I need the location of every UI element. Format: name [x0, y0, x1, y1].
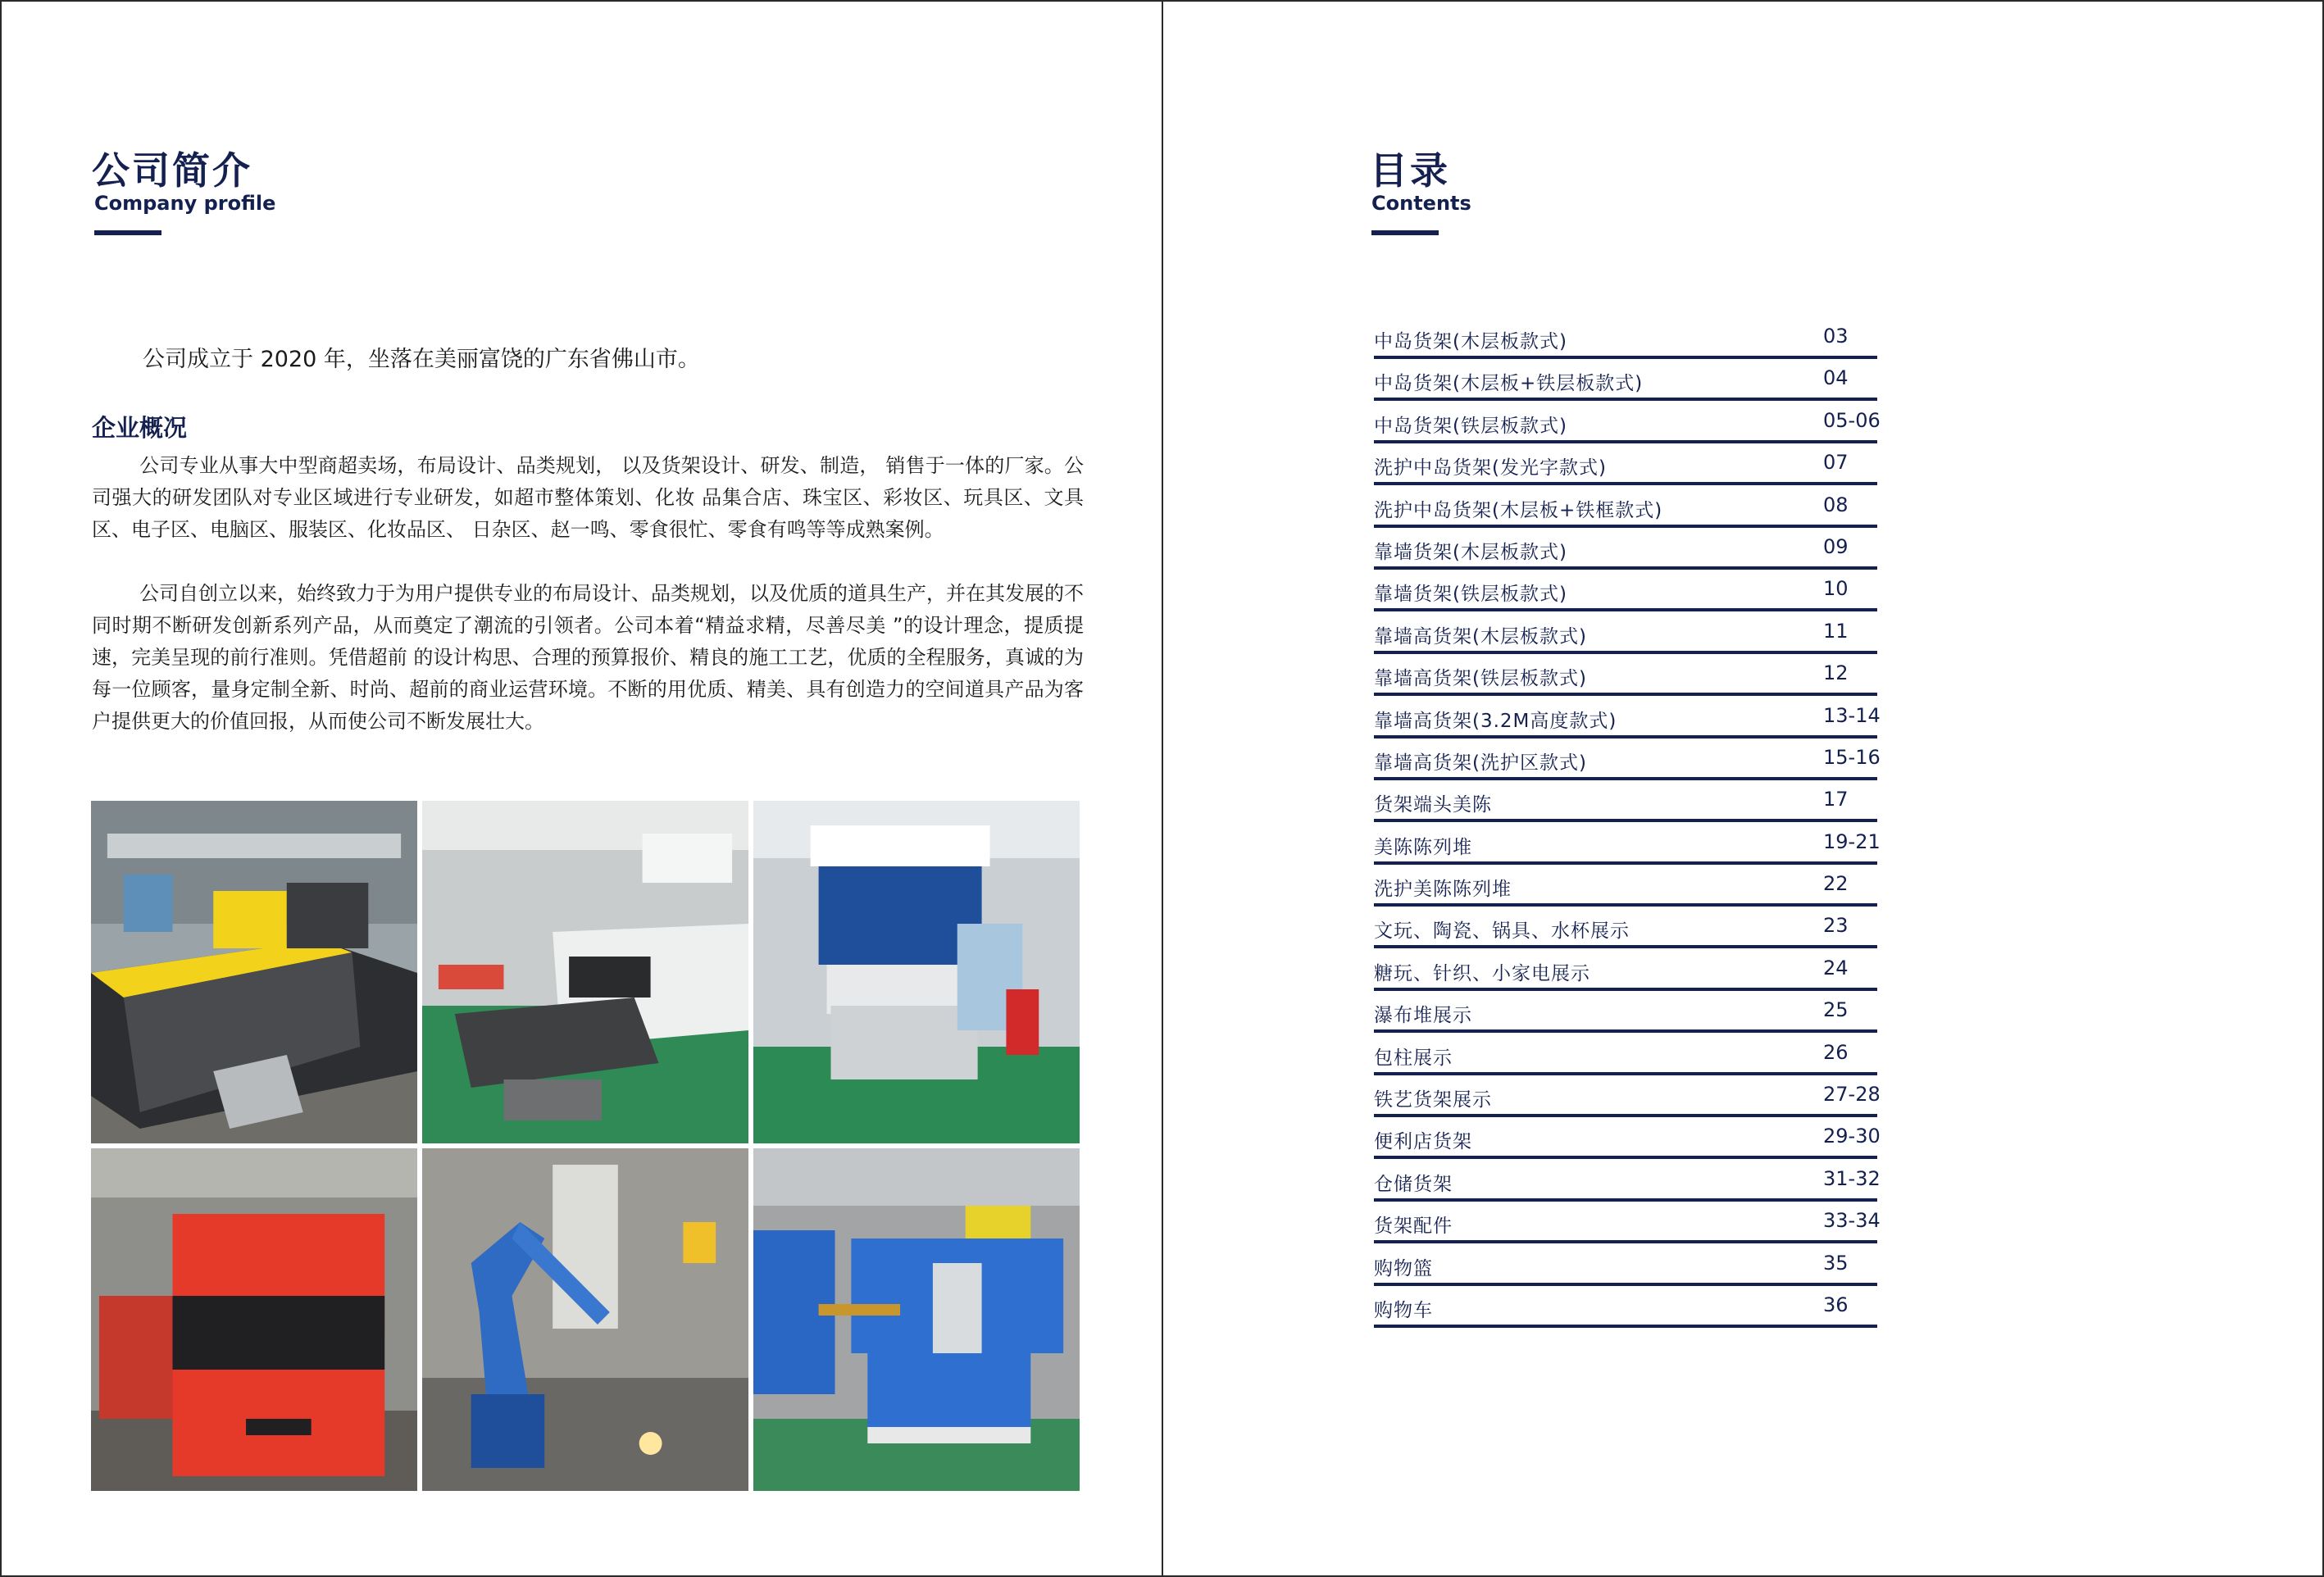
toc-entry[interactable]: [1374, 658, 1892, 700]
photo-punching-machine: [91, 1148, 417, 1491]
toc-entry-label: 仓储货架: [1374, 1173, 1453, 1195]
toc-entry-rule: [1374, 651, 1877, 654]
toc-entry-label: 文玩、陶瓷、锅具、水杯展示: [1374, 920, 1630, 943]
toc-entry-label: 靠墙高货架(木层板款式): [1374, 625, 1587, 648]
toc-entry-label: 靠墙货架(木层板款式): [1374, 541, 1567, 563]
toc-entry-page: 15-16: [1823, 745, 1881, 769]
paragraph-1: [92, 450, 1084, 546]
toc-entry-page: 11: [1823, 619, 1849, 643]
toc-entry[interactable]: [1374, 532, 1892, 574]
page-subtitle: Company profile: [94, 192, 276, 215]
toc-entry-page: 19-21: [1823, 829, 1881, 853]
toc-entry-rule: [1374, 1072, 1877, 1075]
toc-entry-rule: [1374, 525, 1877, 528]
toc-entry[interactable]: [1374, 1206, 1892, 1248]
toc-entry-label: 铁艺货架展示: [1374, 1089, 1492, 1111]
toc-entry-rule: [1374, 1114, 1877, 1117]
photo-welding-robot: [422, 1148, 748, 1491]
toc-entry-label: 靠墙货架(铁层板款式): [1374, 584, 1567, 606]
toc-entry-page: 33-34: [1823, 1209, 1881, 1233]
toc-entry-page: 04: [1823, 366, 1849, 390]
toc-entry-page: 23: [1823, 914, 1849, 938]
toc-entry-rule: [1374, 356, 1877, 359]
toc-entry[interactable]: [1374, 490, 1892, 532]
toc-entry-label: 中岛货架(铁层板款式): [1374, 415, 1567, 437]
toc-entry-rule: [1374, 861, 1877, 865]
toc-entry-page: 17: [1823, 788, 1849, 811]
page-subtitle: Contents: [1371, 192, 1471, 215]
toc-entry[interactable]: [1374, 616, 1892, 658]
toc-entry-label: 洗护中岛货架(发光字款式): [1374, 457, 1607, 479]
toc-entry-page: 36: [1823, 1293, 1849, 1316]
toc-entry[interactable]: [1374, 1079, 1892, 1121]
toc-entry[interactable]: [1374, 1121, 1892, 1163]
toc-entry-page: 07: [1823, 451, 1849, 475]
toc-entry-rule: [1374, 1240, 1877, 1243]
toc-entry-page: 22: [1823, 872, 1849, 896]
title-underline: [1371, 230, 1439, 235]
paragraph-1-text: 公司专业从事大中型商超卖场，布局设计、品类规划， 以及货架设计、研发、制造， 销售于一体的厂家。公司强大的研发团队对专业区域进行专业研发，如超市整体策划、化妆 品集合店、珠宝区、彩妆区、玩具区、文具区、电子区、电脑区、服装区、化妆品区、 日杂区、赵一鸣、零食很忙、零食有鸣等等成熟案例。: [92, 454, 1084, 541]
toc-entry-label: 靠墙高货架(洗护区款式): [1374, 752, 1587, 774]
toc-entry-rule: [1374, 945, 1877, 948]
toc-entry-label: 瀑布堆展示: [1374, 1005, 1472, 1027]
toc-entry-page: 35: [1823, 1251, 1849, 1275]
toc-entry-page: 26: [1823, 1040, 1849, 1064]
toc-entry[interactable]: [1374, 743, 1892, 784]
toc-entry[interactable]: [1374, 321, 1892, 363]
toc-entry[interactable]: [1374, 574, 1892, 616]
toc-entry[interactable]: [1374, 406, 1892, 448]
toc-entry-label: 糖玩、针织、小家电展示: [1374, 962, 1590, 984]
toc-entry-label: 中岛货架(木层板款式): [1374, 331, 1567, 352]
toc-entry-rule: [1374, 735, 1877, 739]
toc-entry-rule: [1374, 1283, 1877, 1286]
photo-laser-cutter-white: [422, 801, 748, 1143]
toc-entry-page: 29-30: [1823, 1125, 1881, 1148]
toc-entry-label: 靠墙高货架(铁层板款式): [1374, 668, 1587, 690]
toc-entry[interactable]: [1374, 1248, 1892, 1290]
toc-entry-page: 10: [1823, 577, 1849, 601]
toc-entry-label: 货架配件: [1374, 1216, 1453, 1238]
title-underline: [94, 230, 161, 235]
toc-entry-page: 09: [1823, 534, 1849, 558]
table-of-contents: [1374, 321, 1892, 1332]
paragraph-2: [92, 578, 1084, 738]
toc-entry-page: 03: [1823, 325, 1849, 348]
toc-entry-rule: [1374, 482, 1877, 485]
toc-entry-rule: [1374, 988, 1877, 991]
toc-entry-rule: [1374, 819, 1877, 822]
toc-entry[interactable]: [1374, 869, 1892, 911]
factory-photo-grid: [91, 801, 1080, 1491]
toc-entry-label: 货架端头美陈: [1374, 794, 1492, 816]
toc-entry-page: 08: [1823, 493, 1849, 516]
toc-entry[interactable]: [1374, 911, 1892, 952]
photo-spot-welder: [753, 1148, 1080, 1491]
toc-entry-rule: [1374, 1029, 1877, 1033]
page-title: 公司简介: [92, 148, 252, 193]
toc-entry-label: 美陈陈列堆: [1374, 836, 1472, 858]
toc-entry-page: 05-06: [1823, 408, 1881, 432]
paragraph-2-text: 公司自创立以来，始终致力于为用户提供专业的布局设计、品类规划，以及优质的道具生产，并在其发展的不同时期不断研发创新系列产品，从而奠定了潮流的引领者。公司本着“精益求精，尽善尽美 ”的设计理念，提质提速，完美呈现的前行准则。凭借超前 的设计构思、合理的预算报价、精良的施工工艺，优质的全程服务，真诚的为每一位顾客，量身定制全新、时尚、超前的商业运营环境。不断的用优质、精美、具有创造力的空间道具产品为客户提供更大的价值回报，从而使公司不断发展壮大。: [92, 582, 1084, 733]
toc-entry-rule: [1374, 1156, 1877, 1159]
toc-entry-rule: [1374, 398, 1877, 401]
toc-entry-page: 31-32: [1823, 1166, 1881, 1190]
toc-entry[interactable]: [1374, 363, 1892, 405]
toc-entry[interactable]: [1374, 784, 1892, 826]
toc-entry-page: 12: [1823, 661, 1849, 685]
toc-entry-rule: [1374, 440, 1877, 443]
toc-entry[interactable]: [1374, 1038, 1892, 1079]
toc-entry-rule: [1374, 608, 1877, 611]
toc-entry-page: 25: [1823, 998, 1849, 1022]
toc-entry[interactable]: [1374, 827, 1892, 869]
toc-entry-label: 洗护美陈陈列堆: [1374, 879, 1512, 901]
photo-press-brake: [753, 801, 1080, 1143]
toc-entry-label: 购物车: [1374, 1299, 1433, 1321]
toc-entry[interactable]: [1374, 1164, 1892, 1206]
section-heading: 企业概况: [92, 414, 188, 442]
page-title: 目录: [1370, 148, 1450, 193]
toc-entry-label: 包柱展示: [1374, 1047, 1453, 1069]
intro-text: 公司成立于 2020 年，坐落在美丽富饶的广东省佛山市。: [143, 347, 700, 372]
toc-entry-rule: [1374, 693, 1877, 696]
toc-entry-page: 24: [1823, 956, 1849, 979]
photo-laser-cutter-yellow: [91, 801, 417, 1143]
toc-entry[interactable]: [1374, 1290, 1892, 1332]
toc-entry[interactable]: [1374, 448, 1892, 489]
toc-entry-page: 27-28: [1823, 1083, 1881, 1107]
toc-entry-label: 中岛货架(木层板+铁层板款式): [1374, 373, 1644, 395]
toc-entry-rule: [1374, 777, 1877, 780]
toc-entry-label: 靠墙高货架(3.2M高度款式): [1374, 710, 1617, 732]
toc-entry[interactable]: [1374, 953, 1892, 995]
toc-entry-label: 购物篮: [1374, 1257, 1433, 1279]
toc-entry-label: 便利店货架: [1374, 1131, 1472, 1153]
toc-entry-label: 洗护中岛货架(木层板+铁框款式): [1374, 499, 1663, 521]
toc-entry-page: 13-14: [1823, 703, 1881, 727]
toc-entry-rule: [1374, 566, 1877, 570]
toc-entry-rule: [1374, 1198, 1877, 1202]
toc-entry[interactable]: [1374, 995, 1892, 1037]
toc-entry-rule: [1374, 903, 1877, 907]
toc-entry-rule: [1374, 1325, 1877, 1328]
toc-entry[interactable]: [1374, 701, 1892, 743]
